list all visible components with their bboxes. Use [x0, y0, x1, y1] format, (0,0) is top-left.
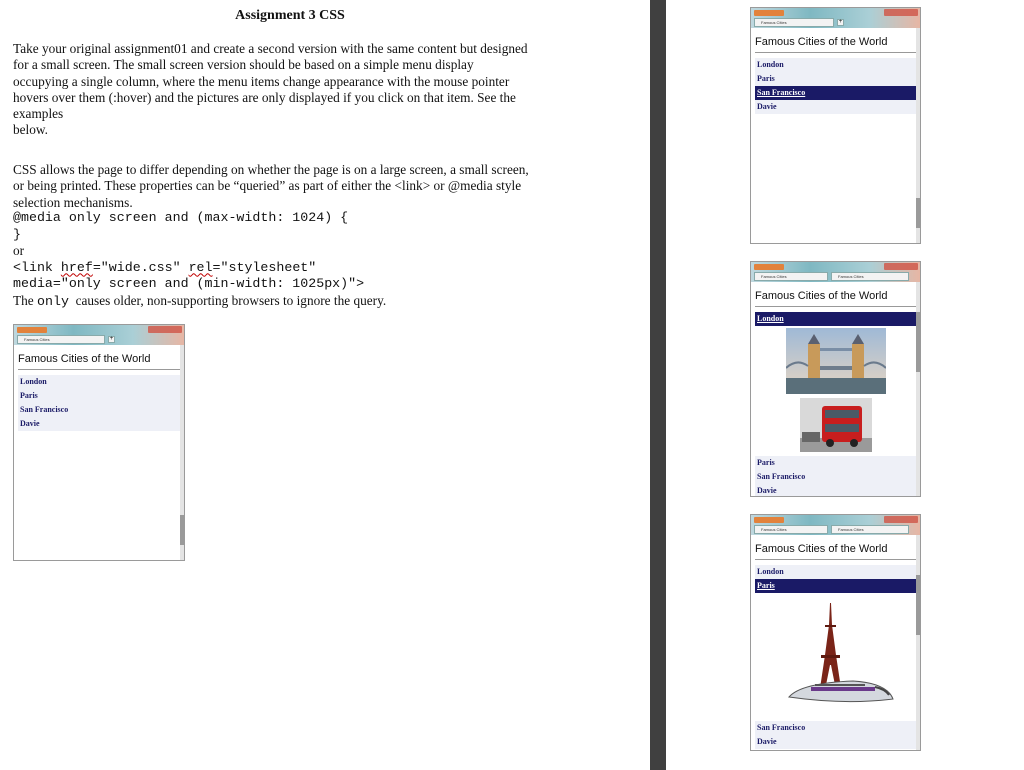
london-images [755, 328, 916, 456]
title-divider [755, 559, 916, 560]
site-title: Famous Cities of the World [755, 290, 888, 302]
site-title: Famous Cities of the World [755, 36, 888, 48]
menu-item-san-francisco: San Francisco [755, 470, 916, 484]
menu-item-davie: Davie [755, 484, 916, 497]
menu-item-san-francisco-active: San Francisco [755, 86, 916, 100]
window-controls [884, 9, 918, 16]
only-keyword-note: The only causes older, non-supporting browsers to ignore the query. [13, 292, 387, 309]
screenshot-san-francisco-active [750, 7, 921, 244]
title-divider [18, 369, 180, 370]
document-title: Assignment 3 CSS [235, 8, 345, 23]
scrollbar [916, 535, 920, 750]
page-divider [650, 0, 666, 770]
browser-tab: Famous Cities [754, 18, 834, 27]
menu-item-davie: Davie [18, 417, 180, 431]
menu-item-davie: Davie [755, 100, 916, 114]
tower-bridge-image [786, 328, 886, 394]
window-controls [884, 263, 918, 270]
intro-paragraph: Take your original assignment01 and create a second version with the same content but designed for a small screen. The small screen version should be based on a simple menu display occupying a single column, where the menu items change appearance with the mouse pointer hovers over them (:hover) and the pictures are only displayed if you click on that item. See the examples below. [13, 41, 528, 138]
site-title: Famous Cities of the World [755, 543, 888, 555]
link-tag-code: <link href="wide.css" rel="stylesheet" [13, 259, 317, 275]
menu-item-san-francisco: San Francisco [18, 403, 180, 417]
menu-item-paris: Paris [18, 389, 180, 403]
city-menu [18, 375, 180, 431]
screenshot-london-active [750, 261, 921, 497]
menu-item-london: London [755, 565, 916, 579]
city-menu [755, 58, 916, 114]
browser-tab: Famous Cities [754, 272, 828, 281]
firefox-menu-button [754, 10, 784, 16]
title-divider [755, 306, 916, 307]
browser-chrome [751, 8, 920, 28]
browser-tab: Famous Cities [17, 335, 105, 344]
browser-chrome [14, 325, 184, 345]
city-menu [755, 565, 916, 749]
closing-brace-code: } [13, 226, 21, 242]
document-page-right [666, 0, 1024, 770]
firefox-menu-button [754, 517, 784, 523]
browser-tab-second: Famous Cities [831, 525, 909, 534]
window-controls [148, 326, 182, 333]
title-divider [755, 52, 916, 53]
scrollbar [916, 282, 920, 496]
firefox-menu-button [17, 327, 47, 333]
new-tab-button: + [109, 336, 114, 342]
browser-chrome [751, 515, 920, 535]
media-rule-code: @media only screen and (max-width: 1024) { [13, 210, 349, 225]
browser-tab: Famous Cities [754, 525, 828, 534]
eiffel-tower-tgv-image [775, 595, 897, 717]
red-bus-image [800, 398, 872, 452]
menu-item-paris-active: Paris [755, 579, 916, 593]
browser-chrome [751, 262, 920, 282]
screenshot-small-default [13, 324, 185, 561]
menu-item-london: London [755, 58, 916, 72]
screenshot-paris-active [750, 514, 921, 751]
new-tab-button: + [838, 19, 843, 25]
window-controls [884, 516, 918, 523]
menu-item-paris: Paris [755, 72, 916, 86]
scrollbar [916, 28, 920, 243]
city-menu [755, 312, 916, 497]
menu-item-london-active: London [755, 312, 916, 326]
menu-item-san-francisco: San Francisco [755, 721, 916, 735]
menu-item-paris: Paris [755, 456, 916, 470]
menu-item-london: London [18, 375, 180, 389]
code-example [13, 210, 573, 310]
paris-images [755, 595, 916, 721]
media-attr-code: media="only screen and (min-width: 1025px)"> [13, 276, 365, 291]
scrollbar [180, 345, 184, 560]
site-title: Famous Cities of the World [18, 353, 151, 365]
firefox-menu-button [754, 264, 784, 270]
or-text: or [13, 243, 25, 258]
media-query-paragraph: CSS allows the page to differ depending on whether the page is on a large screen, a small screen, or being printed. These properties can be “queried” as part of either the <link> or @media style selection mechanisms. [13, 162, 529, 210]
menu-item-davie: Davie [755, 735, 916, 749]
browser-tab-second: Famous Cities [831, 272, 909, 281]
